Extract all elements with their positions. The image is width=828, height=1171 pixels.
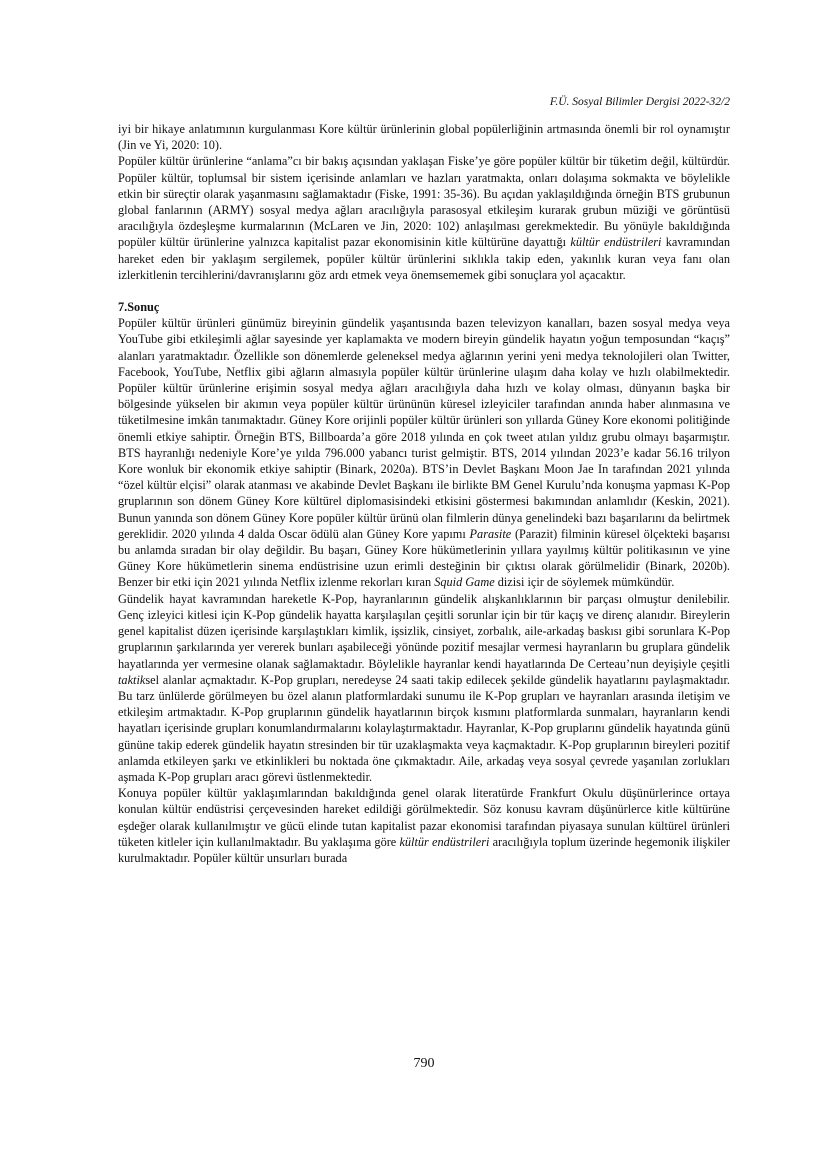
text-run: Popüler kültür ürünlerine “anlama”cı bir bakış açısından yaklaşan Fiske’ye göre popüler kültür bir tüketim değil, kültürdür. Popüler kültür, toplumsal bir sistem içerisinde anlamları ve hazları yaratmakta, onları dolaşıma sokmakta ve böylelikle etkin bir süreçtir olarak yaşanmasını sağlamaktadır (Fiske, 1991: 35-36). Bu açıdan yaklaşıldığında örneğin BTS grubunun global fanlarının (ARMY) sosyal medya ağları aracılığıyla parasosyal etkileşim kurarak grubun müziği ve görüntüsü aracılığıyla özdeşleşme kurmalarının (McLaren ve Jin, 2020: 102) anlaşılması gerekmektedir. Bu yönüyle bakıldığında popüler kültür ürünlerine yalnızca kapitalist pazar ekonomisinin kitle kültürüne dayattığı <box>118 154 730 250</box>
text-run: Konuya popüler kültür yaklaşımlarından bakıldığında genel olarak literatürde Frankfurt Okulu düşünürlerince ortaya konulan kültür endüstrisi çerçevesinden hareket edildiği görülmektedir. Söz konusu kavram düşünürlerce kitle kültürüne eşdeğer olarak kullanılmıştır ve gücü elinde tutan kapitalist pazar ekonomisi tarafından piyasaya sunulan kültürel ürünleri tüketen kitleler için kullanılmaktadır. Bu yaklaşıma göre <box>118 786 730 849</box>
running-header: F.Ü. Sosyal Bilimler Dergisi 2022-32/2 <box>549 96 730 108</box>
text-run: dizisi içir de söylemek mümkündür. <box>494 575 675 590</box>
text-run: iyi bir hikaye anlatımının kurgulanması Kore kültür ürünlerinin global popülerliğinin artmasında önemli bir rol oynamıştır (Jin ve Yi, 2020: 10). <box>118 122 730 153</box>
italic-term: Squid Game <box>434 575 495 590</box>
text-run: (Parazit) filminin küresel ölçekteki başarısı bu anlamda sıradan bir olay değildir. Bu başarı, Güney Kore hükümetlerinin yıllara yayılmış kültür politikasının ve yine Güney Kore hükümetlerin sinema endüstrisine uzun erimli desteğinin bir çıktısı olarak görülmelidir (Binark, 2020b). Benzer bir etki için 2021 yılında Netflix izlenme rekorları kıran <box>118 526 730 590</box>
text-run: Popüler kültür ürünleri günümüz bireyinin gündelik yaşantısında bazen televizyon kanalları, bazen sosyal medya veya YouTube gibi etkileşimli ağlar sayesinde yer kaplamakta ve modern bireyin gündelik hayatın yoğun temposundan “kaçış” alanları yaratmaktadır. Özellikle son dönemlerde geleneksel medya ağlarının yerini yeni medya teknolojileri olan Twitter, Facebook, YouTube, Netflix gibi ağların almasıyla popüler kültür ürünlerine ulaşım daha kolay ve hızlı olabilmektedir. Popüler kültür ürünlerine erişimin sosyal medya ağları aracılığıyla daha hızlı ve kolay olması, dünyanın başka bir bölgesinde yükselen bir akımın veya popüler kültür ürününün küresel izleyiciler tarafından anında haber alınmasına ve tüketilmesine imkân tanımaktadır. Güney Kore orijinli popüler kültür ürünleri son yıllarda Güney Kore ekonomi politiğinde önemli etkiye sahiptir. Örneğin BTS, Billboarda’a göre 2018 yılında en çok tweet atılan yıldız grubu olmayı başarmıştır. BTS hayranlığı nedeniyle Kore’ye yılda 796.000 yabancı turist gelmiştir. BTS, 2014 yılından 2023’e kadar 56.16 trilyon Kore wonluk bir ekonomik etkiye sahiptir (Binark, 2020a). BTS’in Devlet Başkanı Moon Jae In tarafından 2021 yılında “özel kültür elçisi” olarak atanması ve akabinde Devlet Başkanı ile birlikte BM Genel Kurulu’nda konuşma yapması K-Pop gruplarının son dönem Güney Kore kültürel diplomasisindeki etkisini göstermesi bakımından anlamlıdır (Keskin, 2021). Bunun yanında son dönem Güney Kore popüler kültür ürünü olan filmlerin dünya genelindeki bazı başarılarını da belirtmek gereklidir. 2020 yılında 4 dalda Oscar ödülü alan Güney Kore yapımı <box>118 316 730 541</box>
paragraph <box>118 315 730 590</box>
italic-term: Parasite <box>469 526 512 541</box>
paragraph <box>118 591 730 785</box>
text-run: kavramından hareket eden bir yaklaşım sergilemek, popüler kültür ürünlerini sıklıkla takip eden, yakınlık kuran veya fanı olan izlerkitlenin tercihlerini/davranışlarını göz ardı etmek veya önemsememek gibi sonuçlara yol açacaktır. <box>118 235 730 282</box>
italic-term: kültür endüstrileri <box>399 834 490 849</box>
text-run: Gündelik hayat kavramından hareketle K-Pop, hayranlarının gündelik alışkanlıklarının bir parçası olmuştur denilebilir. Genç izleyici kitlesi için K-Pop gündelik hayatta karşılaşılan çeşitli sorunlar için bir tür kaçış ve direnç alanıdır. Bireylerin genel kapitalist düzen içerisinde karşılaştıkları kimlik, işsizlik, cinsiyet, zorbalık, aile-arkadaş baskısı gibi sorunlara K-Pop gruplarının şarkılarında yer vererek bunları aşabileceği yönünde pozitif mesajlar vermesi hayranların bu gruplara gündelik hayatlarında yer vermesine olanak sağlamaktadır. Böylelikle hayranlar kendi hayatlarında De Certeau’nun deyişiyle çeşitli <box>118 591 730 671</box>
paragraph <box>118 785 730 866</box>
body-text <box>118 121 730 866</box>
page-number: 790 <box>413 1056 435 1071</box>
text-run: aracılığıyla toplum üzerinde hegemonik ilişkiler kurulmaktadır. Popüler kültür unsurları burada <box>118 834 731 865</box>
text-run: sel alanlar açmaktadır. K-Pop grupları, neredeyse 24 saati takip edilecek şekilde gündelik hayatlarını paylaşmaktadır. Bu tarz ünlülerde görülmeyen bu özel alanın platformlardaki sunumu ile K-Pop grupları ve hayranları arasında iletişim ve etkileşim artmaktadır. K-Pop gruplarının gündelik hayatlarının birçok kısmını platformlarda sunmaları, hayranların kendi hayatları içerisinde grupları konumlandırmalarını kolaylaştırmaktadır. Hayranlar, K-Pop gruplarını gündelik hayatında günü gününe takip ederek gündelik hayatın stresinden bir tür uzaklaşmakta veya kaçmaktadır. K-Pop gruplarının bireyleri pozitif anlamda etkileyen şarkı ve etkinlikleri bu noktada öne çıkmaktadır. Aile, arkadaş veya sosyal çevrede yaşanılan zorlukları aşmada K-Pop grupları aracı görevi üstlenmektedir. <box>118 672 730 784</box>
section-heading: 7.Sonuç <box>118 300 160 315</box>
italic-term: kültür endüstrileri <box>570 235 662 250</box>
paragraphs-before <box>118 121 730 283</box>
paragraph <box>118 121 730 153</box>
paragraph <box>118 153 730 283</box>
paragraphs-after <box>118 315 730 866</box>
italic-term: taktik <box>118 672 146 687</box>
